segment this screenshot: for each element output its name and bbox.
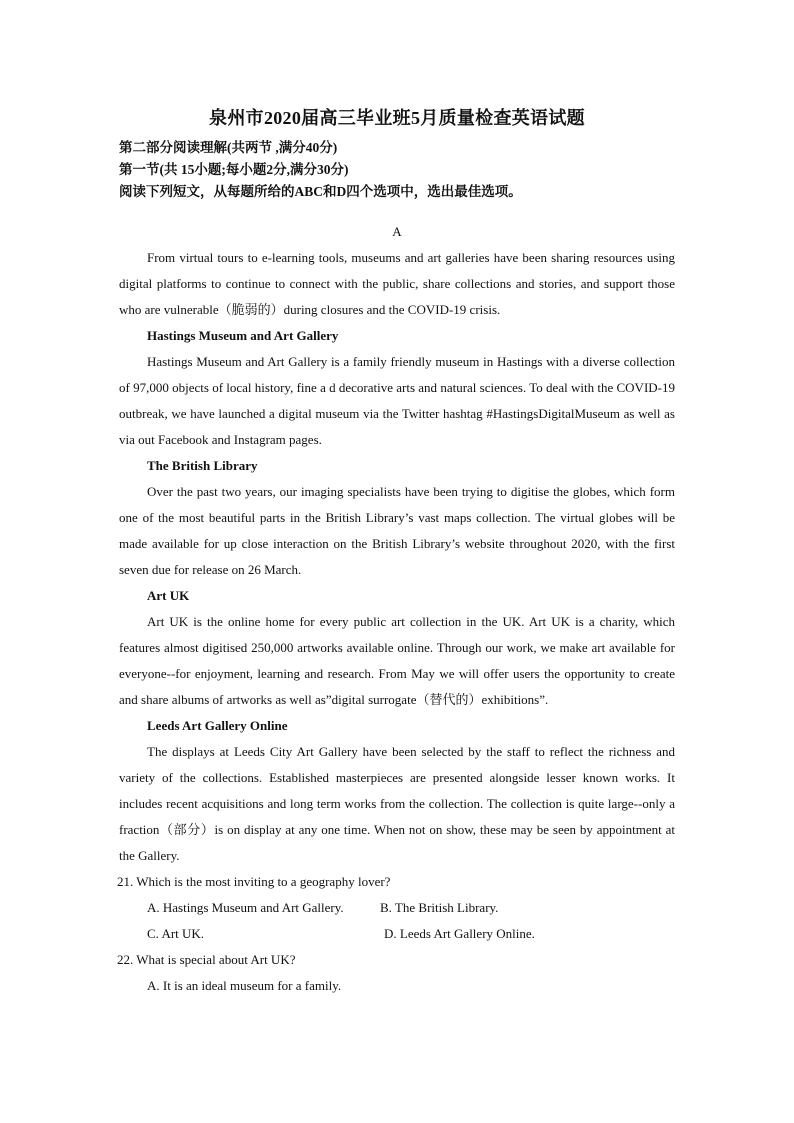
exam-instructions xyxy=(119,137,679,203)
part-heading: 第二部分阅读理解(共两节 ,满分40分) xyxy=(119,140,338,155)
museum-paragraph: Over the past two years, our imaging specialists have been trying to digitise the globes, which form one of the most beautiful parts in the British Library’s vast maps collection. The virtual globes will be made available for up close interaction on the British Library’s website throughout 2020, with the first seven due for release on 26 March. xyxy=(119,484,675,577)
question-21: 21. Which is the most inviting to a geography lover? xyxy=(117,874,391,889)
page-title: 泉州市2020届高三毕业班5月质量检查英语试题 xyxy=(209,108,585,128)
museum-heading: Leeds Art Gallery Online xyxy=(147,718,288,733)
museum-heading: The British Library xyxy=(147,458,258,473)
option-b: B. The British Library. xyxy=(380,900,499,915)
intro-paragraph: From virtual tours to e-learning tools, museums and art galleries have been sharing resources using digital platforms to continue to connect with the public, share collections and stories, and support those who are vulnerable（脆弱的）during closures and the COVID-19 crisis. xyxy=(119,250,675,317)
question-22-options-row-1 xyxy=(119,973,675,999)
option-a: A. Hastings Museum and Art Gallery. xyxy=(147,900,344,915)
option-a: A. It is an ideal museum for a family. xyxy=(147,978,342,993)
museum-paragraph: The displays at Leeds City Art Gallery have been selected by the staff to reflect the richness and variety of the collections. Established masterpieces are presented alongside lesser known works. It includes recent acquisitions and long term works from the collection. The collection is quite large--only a fraction（部分）is on display at any one time. When not on show, these may be seen by appointment at the Gallery. xyxy=(119,744,675,863)
museum-paragraph: Hastings Museum and Art Gallery is a family friendly museum in Hastings with a diverse collection of 97,000 objects of local history, fine a d decorative arts and natural sciences. To deal with the COVID-19 outbreak, we have launched a digital museum via the Twitter hashtag #HastingsDigitalMuseum as well as via out Facebook and Instagram pages. xyxy=(119,354,675,447)
option-d: D. Leeds Art Gallery Online. xyxy=(384,926,535,941)
passage-label: A xyxy=(392,224,402,239)
option-c: C. Art UK. xyxy=(147,926,205,941)
museum-heading: Art UK xyxy=(147,588,190,603)
question-21-options-row-2 xyxy=(119,921,675,947)
instruction-text: 阅读下列短文，从每题所给的ABC和D四个选项中，选出最佳选项。 xyxy=(119,184,522,199)
question-21-options-row-1 xyxy=(119,895,675,921)
reading-passage xyxy=(119,222,675,999)
section-heading: 第一节(共 15小题;每小题2分,满分30分) xyxy=(119,162,349,177)
museum-paragraph: Art UK is the online home for every public art collection in the UK. Art UK is a charity, which features almost digitised 250,000 artworks available online. Through our work, we make art available for everyone--for enjoyment, learning and research. From May we will offer users the opportunity to create and share albums of artworks as well as”digital surrogate（替代的）exhibitions”. xyxy=(119,614,675,707)
question-22: 22. What is special about Art UK? xyxy=(117,952,296,967)
museum-heading: Hastings Museum and Art Gallery xyxy=(147,328,339,343)
